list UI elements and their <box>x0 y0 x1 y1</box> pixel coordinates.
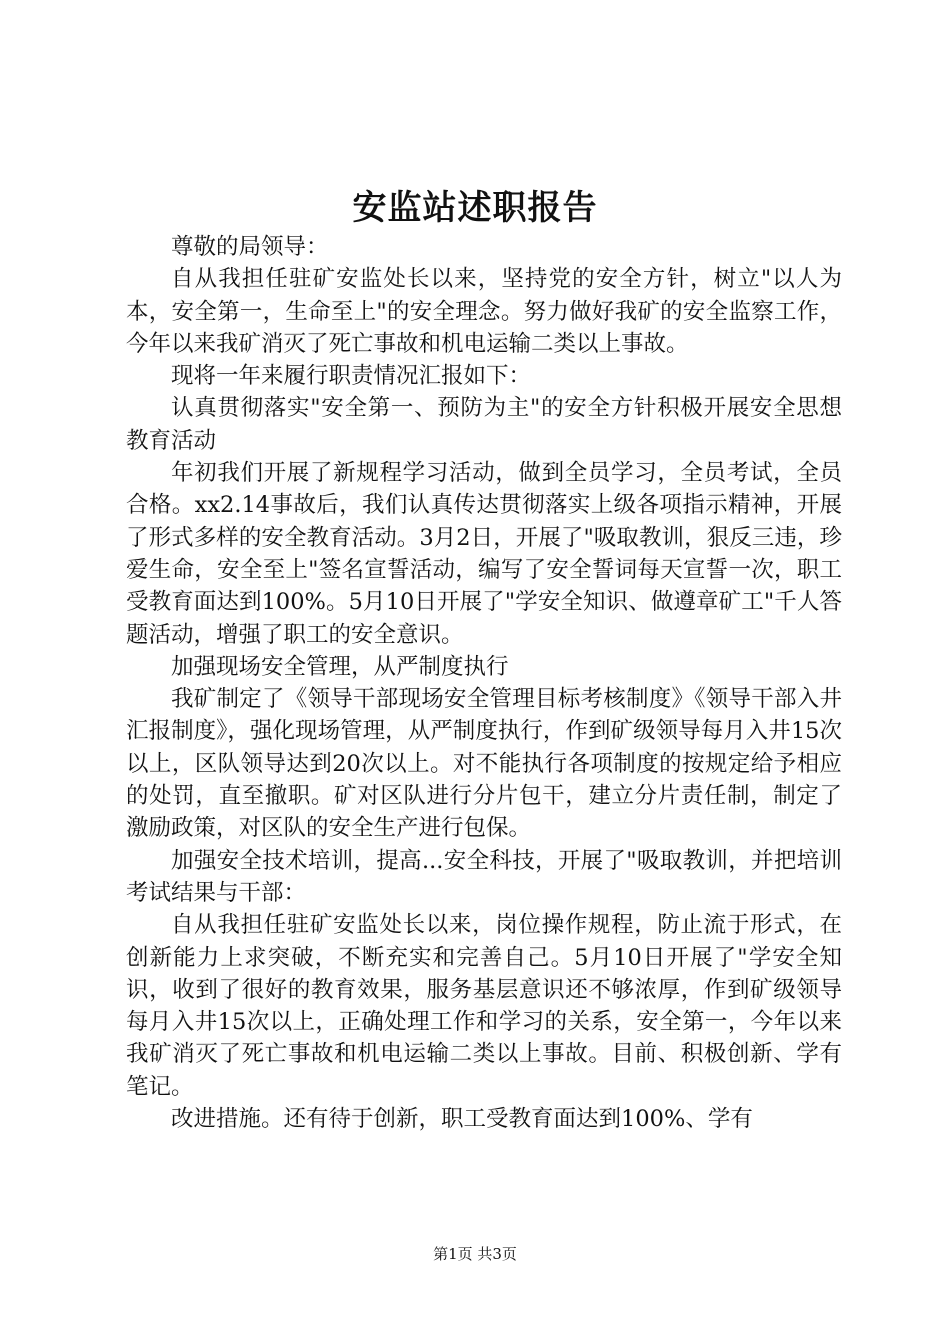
section-heading: 认真贯彻落实"安全第一、预防为主"的安全方针积极开展安全思想教育活动 <box>126 395 842 454</box>
page-number-footer: 第1页 共3页 <box>433 1245 517 1263</box>
body-paragraph: 我矿制定了《领导干部现场安全管理目标考核制度》《领导干部入井汇报制度》，强化现场管理，从严制度执行，作到矿级领导每月入井15次以上，区队领导达到20次以上。对不能执行各项制度的按规定给予相应的处罚，直至撤职。矿对区队进行分片包干，建立分片责任制，制定了激励政策，对区队的安全生产进行包保。 <box>126 686 842 842</box>
section-heading: 加强现场安全管理，从严制度执行 <box>171 653 509 680</box>
salutation-paragraph: 尊敬的局领导： <box>171 234 329 260</box>
body-paragraph: 改进措施。还有待于创新，职工受教育面达到100%、学有 <box>171 1106 753 1133</box>
body-paragraph: 年初我们开展了新规程学习活动，做到全员学习，全员考试，全员合格。xx2.14事故后，我们认真传达贯彻落实上级各项指示精神，开展了形式多样的安全教育活动。3月2日，开展了"吸取教训，狠反三违，珍爱生命，安全至上"签名宣誓活动，编写了安全誓词每天宣誓一次，职工受教育面达到100%。5月10日开展了"学安全知识、做遵章矿工"千人答题活动，增强了职工的安全意识。 <box>126 460 842 648</box>
body-paragraph: 现将一年来履行职责情况汇报如下： <box>171 363 532 390</box>
document-title: 安监站述职报告 <box>352 188 598 228</box>
body-paragraph: 自从我担任驻矿安监处长以来，岗位操作规程，防止流于形式，在创新能力上求突破，不断充实和完善自己。5月10日开展了"学安全知识，收到了很好的教育效果，服务基层意识还不够浓厚，作到矿级领导每月入井15次以上，正确处理工作和学习的关系，安全第一，今年以来我矿消灭了死亡事故和机电运输二类以上事故。目前、积极创新、学有笔记。 <box>126 912 842 1100</box>
document-body <box>126 231 842 1135</box>
body-paragraph: 自从我担任驻矿安监处长以来，坚持党的安全方针，树立"以人为本，安全第一，生命至上"的安全理念。努力做好我矿的安全监察工作，今年以来我矿消灭了死亡事故和机电运输二类以上事故。 <box>126 266 842 357</box>
section-heading: 加强安全技术培训，提高...安全科技，开展了"吸取教训，并把培训考试结果与干部： <box>126 847 842 906</box>
